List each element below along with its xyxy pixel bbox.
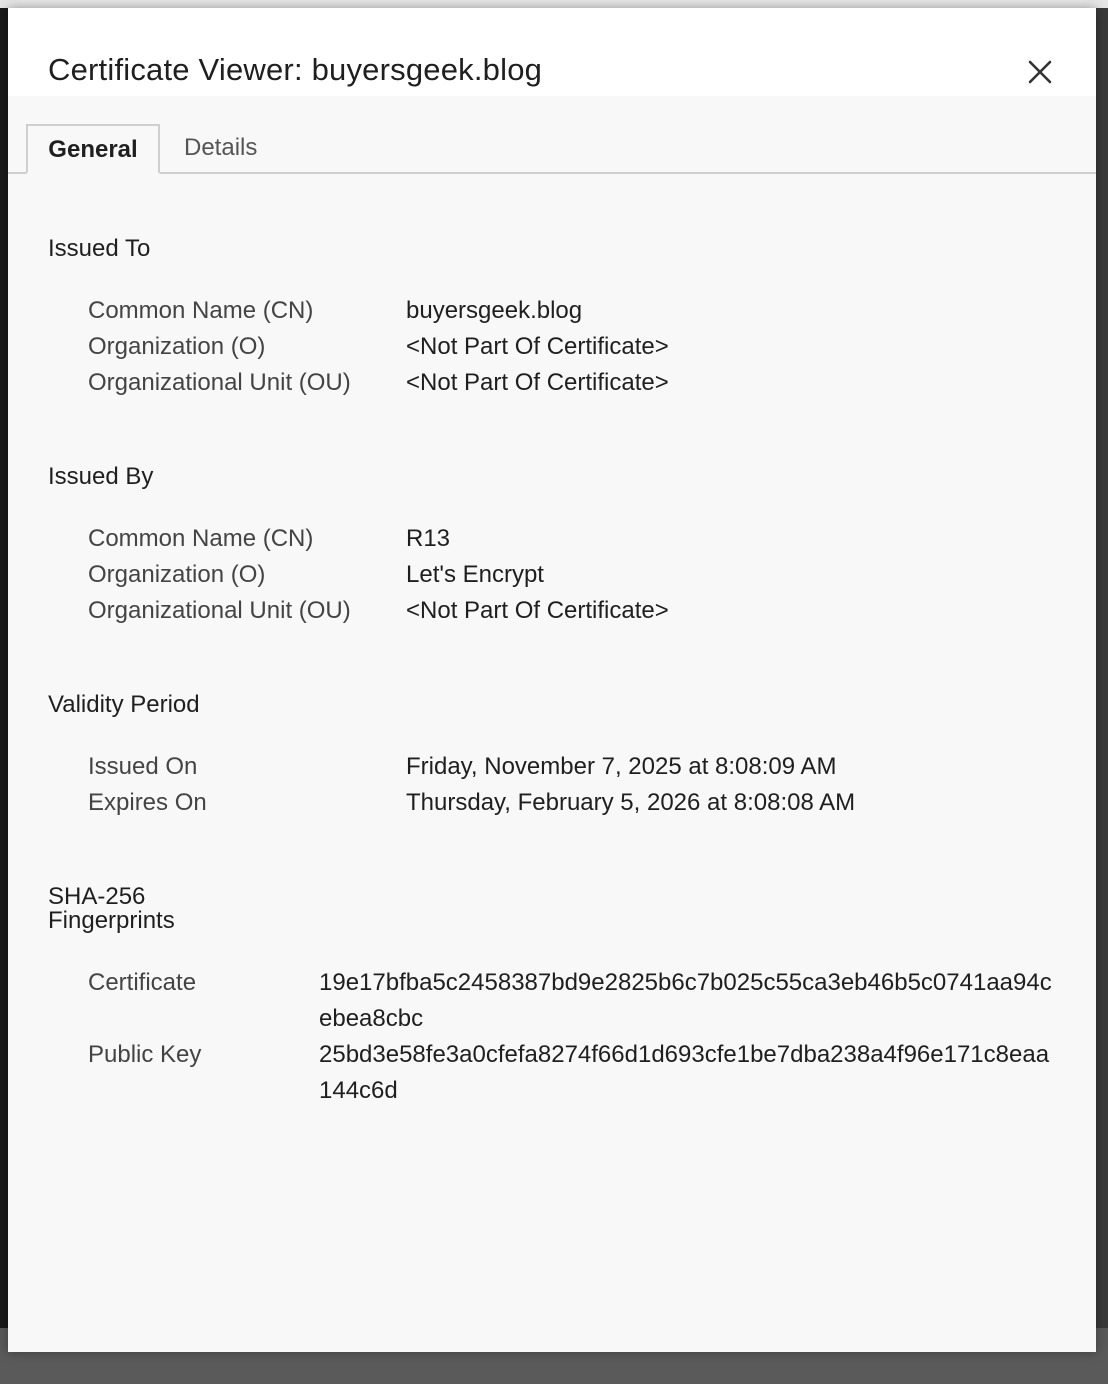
field-label: Expires On <box>88 789 207 816</box>
fingerprints-heading-line1: SHA-256 <box>48 883 146 910</box>
background-top <box>0 0 1108 8</box>
field-value: <Not Part Of Certificate> <box>406 369 669 396</box>
dialog-header <box>8 8 1096 96</box>
fingerprints-heading <box>48 885 175 933</box>
tab-general[interactable]: General <box>26 124 160 174</box>
certificate-fingerprint-value: 19e17bfba5c2458387bd9e2825b6c7b025c55ca3eb46b5c0741aa94cebea8cbc <box>319 969 1052 1032</box>
close-icon <box>1027 59 1053 85</box>
field-value: Let's Encrypt <box>406 561 544 588</box>
tab-details[interactable]: Details <box>184 134 258 161</box>
field-label: Organization (O) <box>88 333 266 360</box>
field-value: Thursday, February 5, 2026 at 8:08:08 AM <box>406 789 856 816</box>
field-value: buyersgeek.blog <box>406 297 583 324</box>
field-value: <Not Part Of Certificate> <box>406 597 669 624</box>
close-button[interactable] <box>1020 52 1060 92</box>
field-label: Organizational Unit (OU) <box>88 369 351 396</box>
field-label: Common Name (CN) <box>88 297 314 324</box>
field-value: R13 <box>406 525 451 552</box>
background-right <box>1096 8 1108 1328</box>
issued-to-heading: Issued To <box>48 235 151 262</box>
field-label: Public Key <box>88 1041 202 1068</box>
field-label: Common Name (CN) <box>88 525 314 552</box>
tab-bar <box>8 124 1096 174</box>
field-label: Organizational Unit (OU) <box>88 597 351 624</box>
issued-by-heading: Issued By <box>48 463 154 490</box>
field-value: Friday, November 7, 2025 at 8:08:09 AM <box>406 753 837 780</box>
fingerprints-heading-line2: Fingerprints <box>48 907 175 934</box>
field-label: Certificate <box>88 969 197 996</box>
field-label: Issued On <box>88 753 198 780</box>
field-value: <Not Part Of Certificate> <box>406 333 669 360</box>
public-key-fingerprint-value: 25bd3e58fe3a0cfefa8274f66d1d693cfe1be7dba238a4f96e171c8eaa144c6d <box>319 1041 1050 1104</box>
dialog-title: Certificate Viewer: buyersgeek.blog <box>48 52 543 87</box>
field-label: Organization (O) <box>88 561 266 588</box>
background-left <box>0 8 8 1328</box>
validity-heading: Validity Period <box>48 691 200 718</box>
certificate-viewer-dialog <box>8 8 1096 1352</box>
